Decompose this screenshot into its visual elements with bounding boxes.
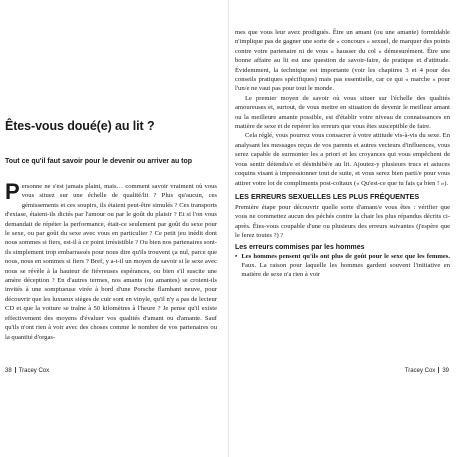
chapter-subtitle: Tout ce qu'il faut savoir pour le devenir ou arriver au top [5, 158, 193, 165]
right-paragraph-1: mes que vous leur avez prodigués. Être un amant (ou une amante) formidable n'implique pas de gagner une sorte de « concours » sexuel, de marquer des points contre votre partenaire ni de vous « hausser du col » démesurément. Être une bonne affaire au lit est une question de savoir-faire, de pratique et d'attitude. Évidemment, la technique est importante (voir les chapitres 3 et 4 pour des conseils pratiques spécifiques) mais pas essentielle, car ce qui « marche » pour l'un/e ne vaut pas pour tout le monde. [235, 29, 450, 93]
footer-separator [15, 367, 16, 373]
right-column [235, 28, 450, 280]
right-page-number: 39 [442, 368, 449, 374]
drop-cap: P [5, 179, 20, 204]
left-body-text: ersonne ne s'est jamais plaint, mais… comment savoir vraiment où vous vous situez sur une échelle de qualité/lit ? Plus qu'aucun, ces gémissements et ces soupirs, ils étaient peut-être simulés ? Ces transports d'extase, étaient-ils dictés par l'amour ou par le goût du plaisir ? Et si l'on vous demandait de répéter la performance, était-ce seulement par goût du sexe pour le sexe, ou par goût du sexe avec vous en particulier ? Ce petit jeu inédit dont nous sommes si fiers, est-il à ce point irrésistible ? Ou bien nos partenaires sont-ils simplement trop embarrassés pour nous dire qu'ils trouvent ça nul, parce que nous, nous en sommes si fiers ? Bref, y a-t-il un moyen de savoir si le sexe avec nous se révèle à la hauteur de fiévreuses espérances, ou bien s'il suscite une amère déception ? En d'autres termes, nos amants (ou amantes) se croient-ils invités à une somptueuse virée à bord d'une Porsche flambant neuve, pour découvrir que les luxueux sièges de cuir sont en vinyle, qu'il n'y a pas de lecteur CD et que la voiture se traîne à 50 kilomètres à l'heure ? Je pense qu'il existe effectivement des moyens d'évaluer vos qualités d'amant ou d'amante. Sauf qu'ils n'ont rien à voir avec des choses comme le nombre de vos partenaires ou la quantité d'orgas- [5, 183, 217, 341]
left-page [0, 0, 228, 457]
bullet-item [235, 252, 450, 280]
left-body-paragraph [5, 179, 217, 342]
bullet-rest-text: Faux. La raison pour laquelle les hommes gardent souvent l'initiative en matière de sexe n'a rien à voir [241, 261, 450, 279]
sub-heading: Les erreurs commises par les hommes [235, 243, 365, 251]
right-footer [405, 367, 449, 374]
bullet-marker: • [235, 252, 238, 260]
left-footer-author: Tracey Cox [18, 368, 50, 374]
right-paragraph-4: Première étape pour découvrir quelle sorte d'amant/e vous êtes : vérifier que vous ne commettez aucun des péchés contre la chair les plus répandus décrits ci-après. Êtes-vous coupable d'une ou plusieurs des erreurs suivantes (j'espère que le ferez toutes ?) ? [235, 203, 450, 240]
left-footer [5, 367, 49, 374]
section-heading: LES ERREURS SEXUELLES LES PLUS FRÉQUENTES [235, 191, 420, 201]
right-paragraph-2: Le premier moyen de savoir où vous situer sur l'échelle des qualités amoureuses et, surtout, de vous mettre en situation de devenir le meilleur amant ou la meilleure amante possible, est d'établir votre niveau de connaissances en matière de sexe et de repérer les erreurs que vous êtes susceptible de faire. [235, 94, 450, 131]
right-footer-author: Tracey Cox [404, 368, 436, 374]
chapter-title: Êtes-vous doué(e) au lit ? [5, 119, 155, 133]
right-page [229, 0, 457, 457]
footer-separator [438, 367, 439, 373]
bullet-text [241, 252, 450, 280]
left-page-number: 38 [5, 368, 12, 374]
bullet-bold-text: Les hommes pensent qu'ils ont plus de goût pour le sexe que les femmes. [241, 252, 450, 260]
right-paragraph-3: Cela réglé, vous pourrez vous consacrer à votre attitude vis-à-vis du sexe. En analysant les messages reçus de vos parents et autres vecteurs d'influences, vous serez capable de surmonter les a priori et les croyances qui vous empêchent de vous sentir détendu/e et désinhibé/e au lit. Ajoutez-y plusieurs trucs et astuces coquins visant à impressionner tout de suite, et vous serez bien parti/e pour vous attirer votre lot de compliments post-coïtaux (« Qu'est-ce que tu fais ça bien ! »). [235, 132, 450, 187]
